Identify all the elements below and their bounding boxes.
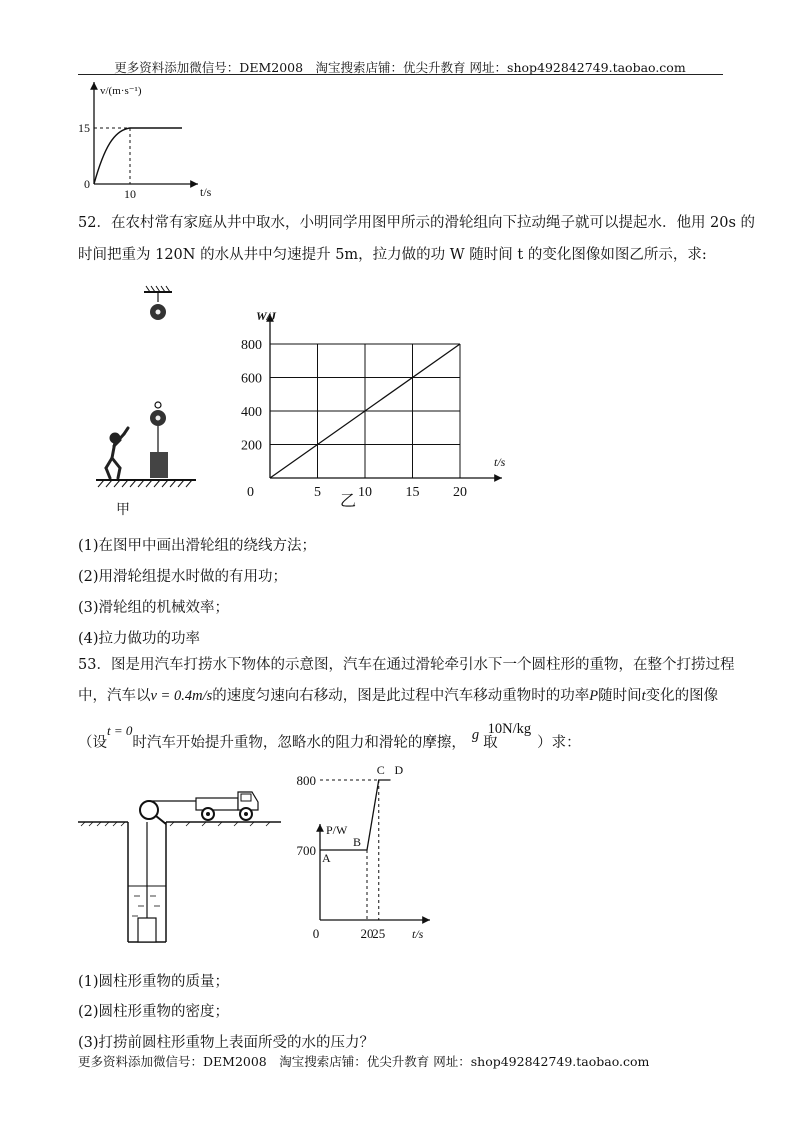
velocity-time-figure: [78, 78, 228, 203]
q53-line1: 53．图是用汽车打捞水下物体的示意图，汽车在通过滑轮牵引水下一个圆柱形的重物，在整个打捞过程: [78, 657, 735, 673]
q53-line3: （设t = 0时汽车开始提升重物，忽略水的阻力和滑轮的摩擦， g 取10N/kg）求：: [78, 721, 581, 751]
figure-yi-label: 乙: [340, 493, 357, 510]
y-tick-label: 200: [241, 438, 262, 454]
truck: [196, 792, 258, 820]
y-axis-label: P/W: [326, 823, 348, 837]
power-time-chart: [290, 763, 440, 946]
x-tick-label: 0: [312, 926, 320, 941]
x-tick-label: 15: [405, 485, 420, 500]
q52-sub4: (4)拉力做功的功率: [78, 631, 201, 647]
pulley: [140, 801, 158, 819]
x-tick-10: 10: [124, 187, 136, 201]
point-label: B: [353, 835, 362, 849]
q53-sub3: (3)打捞前圆柱形重物上表面所受的水的压力？: [78, 1035, 375, 1051]
x-tick-label: 5: [314, 485, 321, 500]
work-time-chart: [222, 300, 522, 520]
y-axis-label: W/J: [256, 309, 277, 323]
person-figure: [106, 428, 128, 478]
y-tick-label: 800: [241, 338, 262, 353]
x-tick-label: 20: [360, 926, 374, 941]
y-tick-label: 600: [241, 371, 262, 387]
x-tick-label: 25: [372, 926, 386, 941]
x-axis-label: t/s: [412, 927, 424, 941]
q52-line2: 时间把重为 120N 的水从井中匀速提升 5m，拉力做的功 W 随时间 t 的变化图像如图乙所示，求:: [78, 247, 707, 263]
q52-sub3: (3)滑轮组的机械效率；: [78, 600, 230, 616]
velocity-curve: [94, 128, 182, 184]
y-tick-label: 800: [296, 773, 316, 788]
velocity-formula: v = 0.4m/s: [150, 688, 213, 704]
x-axis-label: t/s: [200, 185, 212, 199]
y-tick-label: 700: [296, 843, 316, 858]
g-value: 10N/kg: [487, 721, 532, 737]
x-tick-label: 20: [453, 485, 467, 500]
water-bucket: [150, 452, 168, 478]
q53-sub2: (2)圆柱形重物的密度；: [78, 1004, 230, 1020]
point-label: A: [322, 851, 331, 865]
x-axis-label: t/s: [494, 455, 506, 469]
time-formula: t = 0: [107, 723, 133, 738]
point-label: C: [376, 763, 385, 777]
figure-jia: [88, 282, 203, 522]
y-tick-label: 400: [241, 405, 262, 420]
car-well-figure: [76, 778, 291, 948]
y-tick-15: 15: [78, 121, 90, 135]
q52-line1: 52．在农村常有家庭从井中取水，小明同学用图甲所示的滑轮组向下拉动绳子就可以提起水．他用 20s 的: [78, 215, 756, 231]
q53-line2: 中，汽车以v = 0.4m/s的速度匀速向右移动，图是此过程中汽车移动重物时的功率P随时间t变化的图像: [78, 688, 719, 704]
q52-sub1: (1)在图甲中画出滑轮组的绕线方法；: [78, 538, 317, 554]
y-tick-label: 0: [247, 485, 254, 500]
header-rule: [78, 74, 723, 75]
page-header: 更多资料添加微信号：DEM2008 淘宝搜索店铺：优尖升教育 网址：shop492842749.taobao.com: [114, 60, 686, 75]
page-footer: 更多资料添加微信号：DEM2008 淘宝搜索店铺：优尖升教育 网址：shop492842749.taobao.com: [78, 1054, 650, 1069]
x-tick-label: 10: [358, 485, 372, 500]
q53-sub1: (1)圆柱形重物的质量；: [78, 974, 230, 990]
cylinder-object: [138, 918, 156, 942]
figure-jia-label: 甲: [116, 503, 130, 518]
point-label: D: [394, 763, 404, 777]
y-axis-label: v/(m·s⁻¹): [100, 85, 142, 97]
origin-label: 0: [84, 177, 90, 191]
q52-sub2: (2)用滑轮组提水时做的有用功；: [78, 569, 288, 585]
